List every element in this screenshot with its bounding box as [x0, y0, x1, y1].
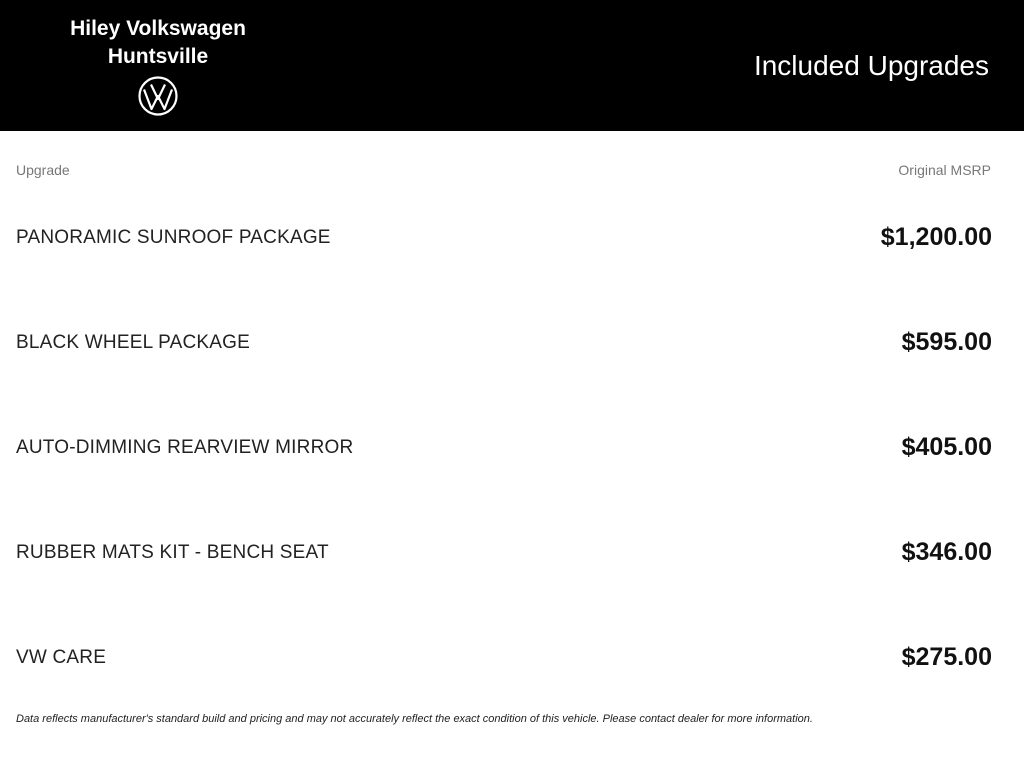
upgrade-price: $1,200.00	[880, 223, 992, 251]
upgrade-name: RUBBER MATS KIT - BENCH SEAT	[16, 542, 329, 563]
upgrade-row	[0, 290, 1024, 395]
upgrade-name: VW CARE	[16, 647, 107, 668]
upgrade-price: $595.00	[901, 328, 992, 356]
column-header-msrp: Original MSRP	[898, 162, 991, 178]
upgrade-name: BLACK WHEEL PACKAGE	[16, 332, 250, 353]
upgrade-price: $275.00	[901, 643, 992, 671]
upgrade-row	[0, 185, 1024, 290]
dealer-name-line2: Huntsville	[107, 45, 209, 68]
upgrade-row	[0, 605, 1024, 710]
upgrade-price: $405.00	[901, 433, 992, 461]
page-title: Included Upgrades	[753, 50, 989, 81]
dealer-name	[58, 15, 258, 71]
upgrade-name: PANORAMIC SUNROOF PACKAGE	[16, 227, 331, 248]
upgrade-price: $346.00	[901, 538, 992, 566]
dealer-name-line1: Hiley Volkswagen	[70, 17, 246, 40]
upgrade-row	[0, 500, 1024, 605]
column-header-upgrade: Upgrade	[16, 162, 70, 178]
upgrades-list	[0, 185, 1024, 710]
upgrade-name: AUTO-DIMMING REARVIEW MIRROR	[16, 437, 354, 458]
disclaimer-text: Data reflects manufacturer's standard build and pricing and may not accurately reflect the exact condition of this vehicle. Please contact dealer for more information.	[16, 713, 813, 725]
upgrade-row	[0, 395, 1024, 500]
vw-logo-icon	[138, 76, 178, 116]
header-bar	[0, 0, 1024, 131]
